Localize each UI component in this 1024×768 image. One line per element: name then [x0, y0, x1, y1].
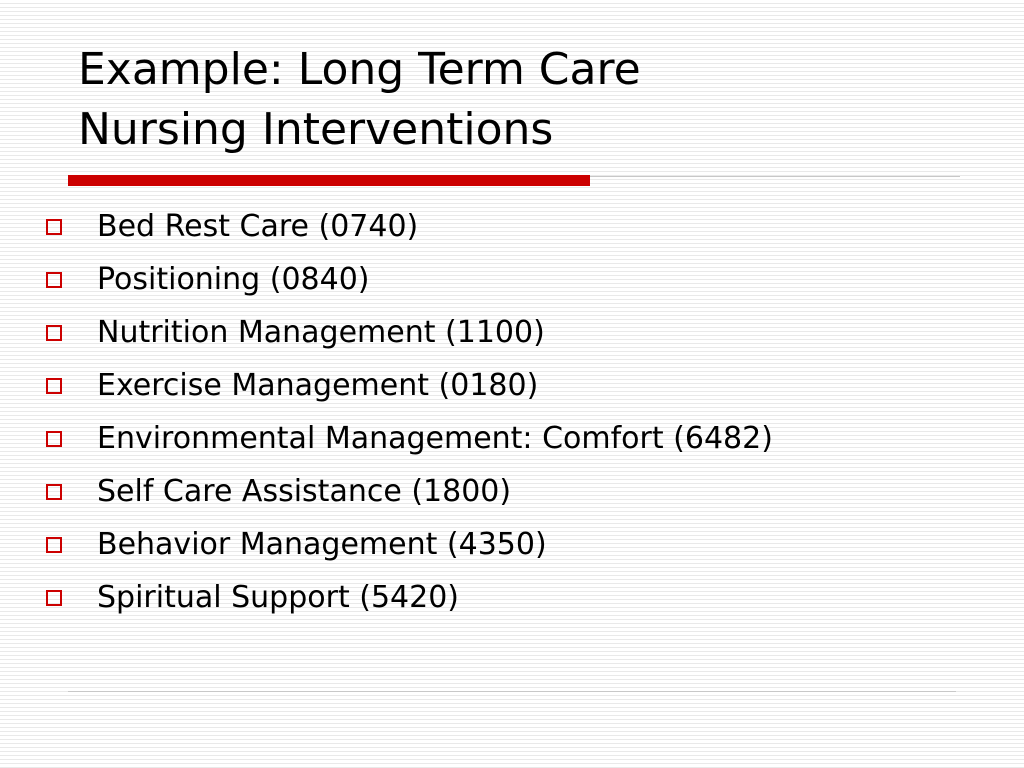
hollow-square-bullet-icon — [46, 484, 62, 500]
hollow-square-bullet-icon — [46, 590, 62, 606]
hollow-square-bullet-icon — [46, 272, 62, 288]
bullet-text: Behavior Management (4350) — [97, 527, 547, 562]
bullet-item — [46, 253, 773, 306]
hollow-square-bullet-icon — [46, 537, 62, 553]
bullet-list — [46, 200, 773, 624]
bullet-item — [46, 518, 773, 571]
bullet-item — [46, 412, 773, 465]
hollow-square-bullet-icon — [46, 325, 62, 341]
bullet-item — [46, 571, 773, 624]
bullet-text: Self Care Assistance (1800) — [97, 474, 512, 509]
hollow-square-bullet-icon — [46, 378, 62, 394]
slide-title-line-2: Nursing Interventions — [78, 104, 554, 155]
title-accent-bar — [68, 175, 590, 186]
bullet-text: Spiritual Support (5420) — [97, 580, 460, 615]
slide-title — [78, 40, 958, 160]
hollow-square-bullet-icon — [46, 431, 62, 447]
bullet-text: Bed Rest Care (0740) — [97, 209, 419, 244]
bullet-item — [46, 200, 773, 253]
hollow-square-bullet-icon — [46, 219, 62, 235]
bullet-text: Nutrition Management (1100) — [97, 315, 545, 350]
footer-divider-line — [68, 691, 956, 692]
bullet-text: Environmental Management: Comfort (6482) — [97, 421, 773, 456]
bullet-item — [46, 465, 773, 518]
bullet-text: Exercise Management (0180) — [97, 368, 539, 403]
slide-title-line-1: Example: Long Term Care — [78, 44, 641, 95]
bullet-item — [46, 359, 773, 412]
bullet-item — [46, 306, 773, 359]
bullet-text: Positioning (0840) — [97, 262, 370, 297]
